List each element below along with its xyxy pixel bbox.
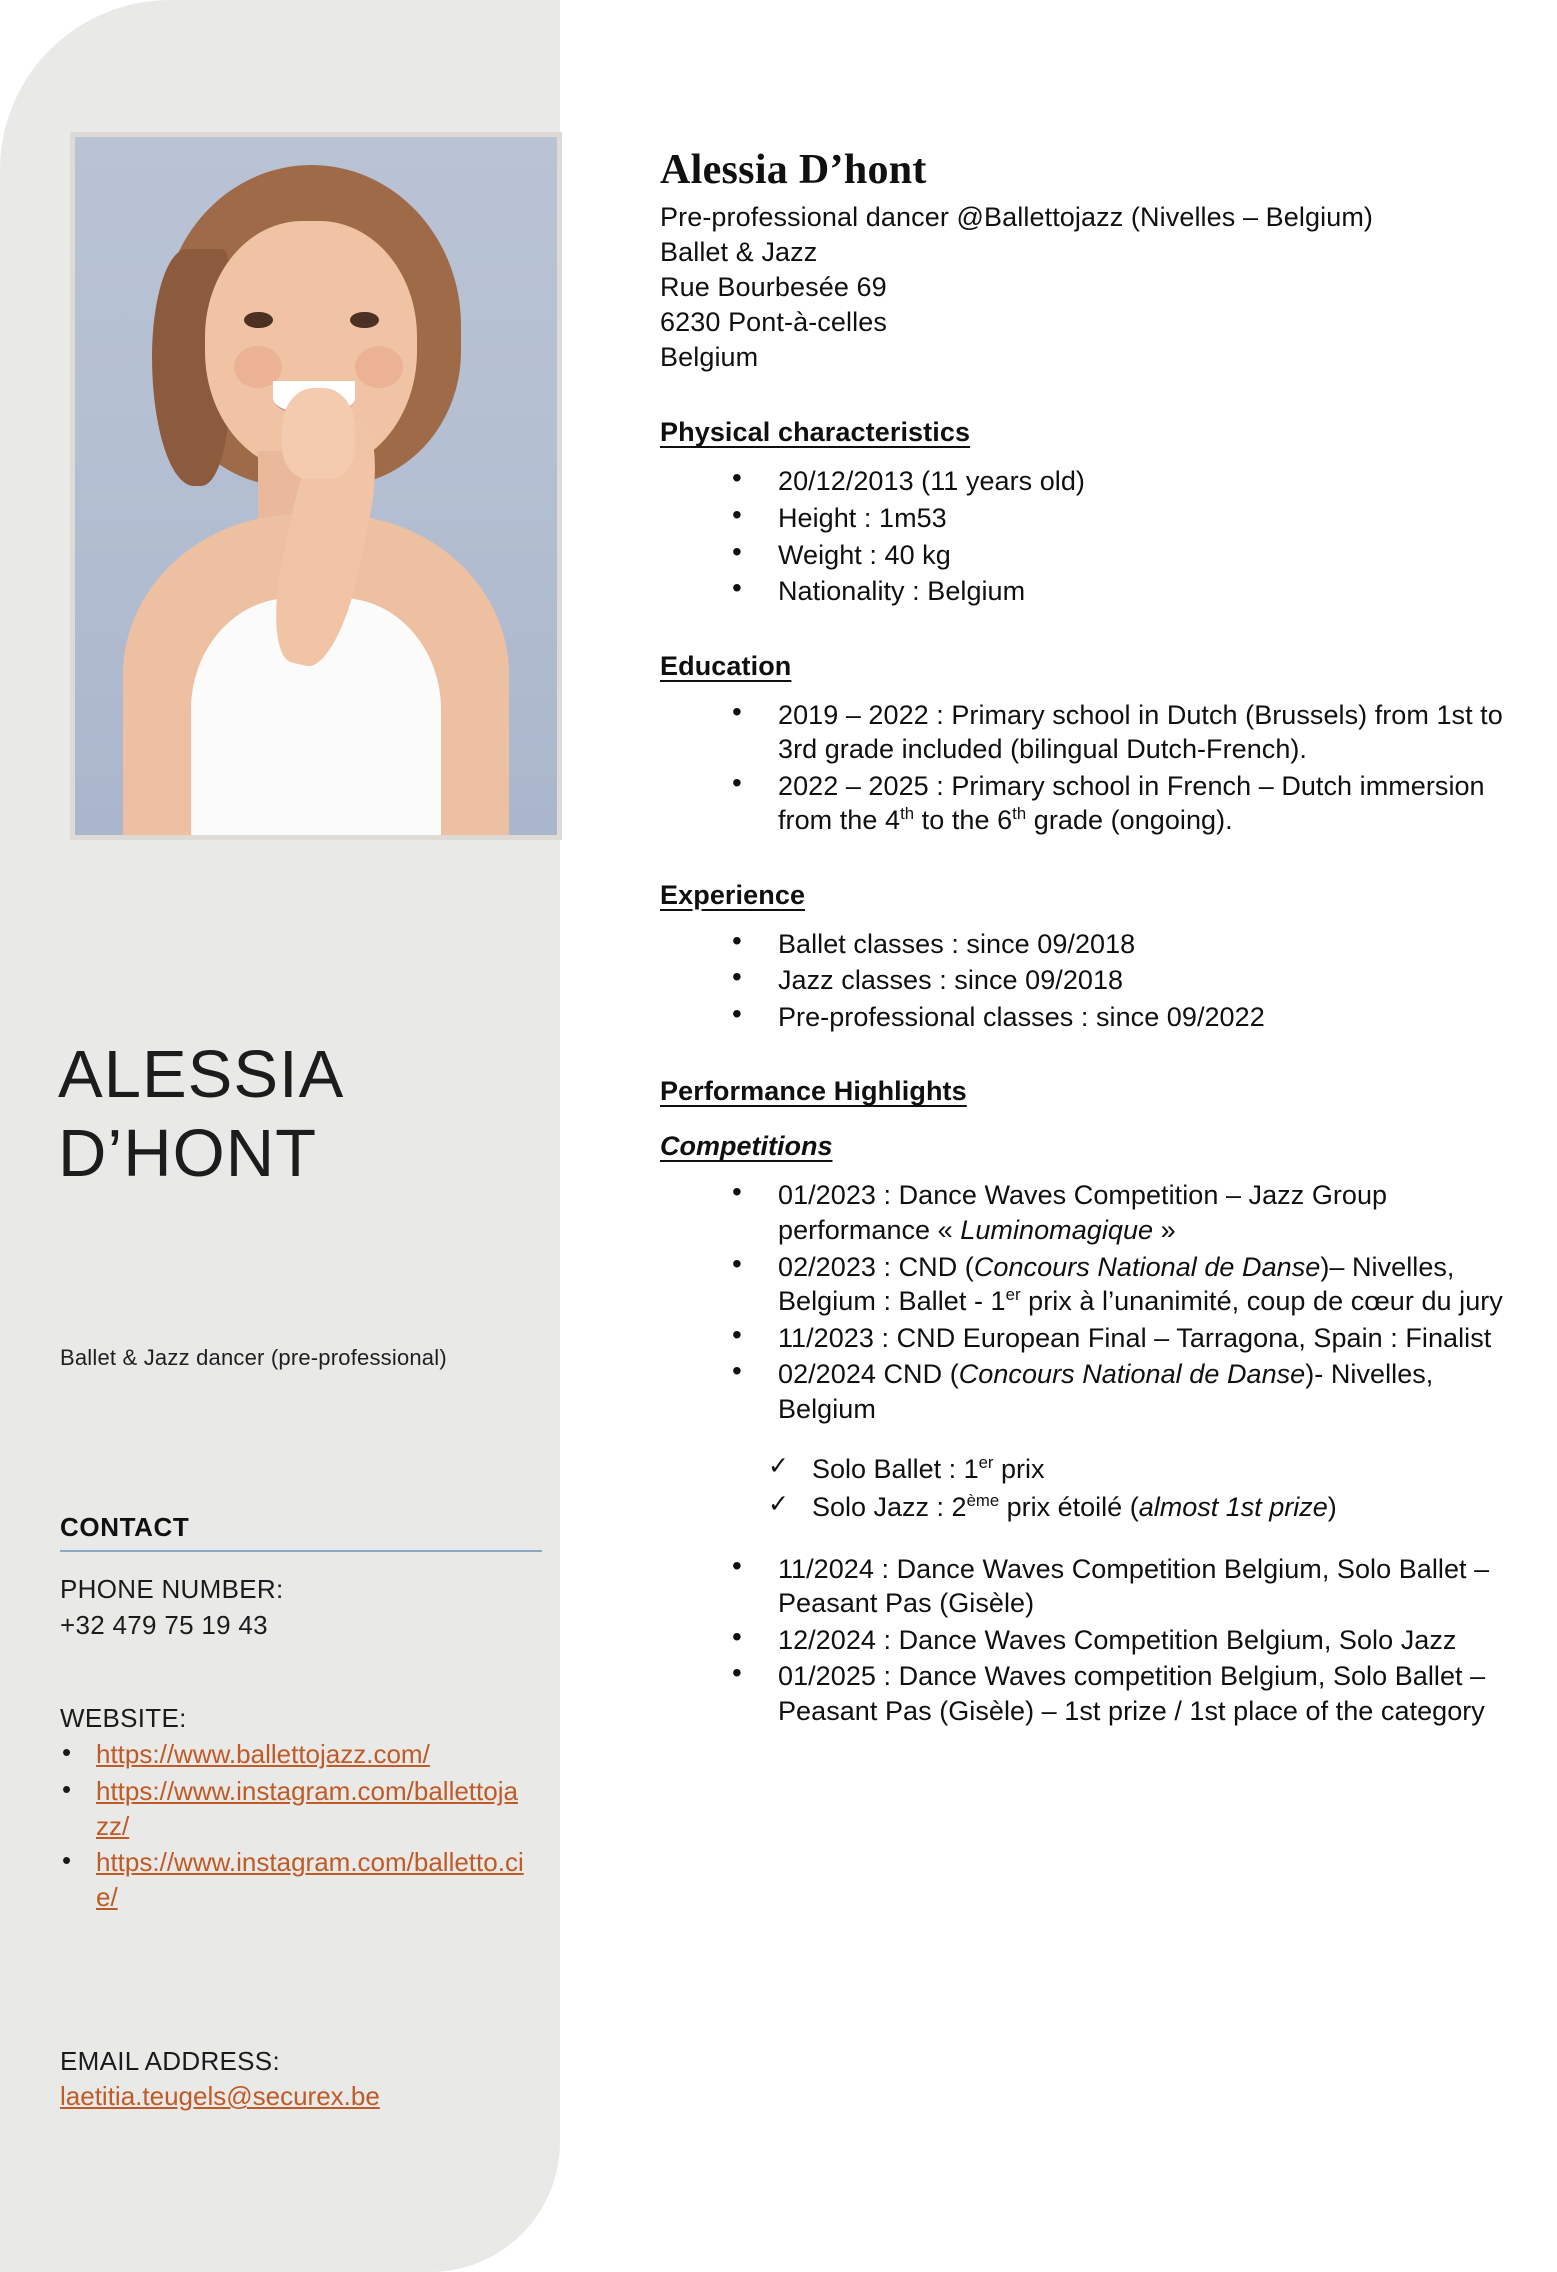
experience-list — [732, 927, 1530, 1035]
link-ballettojazz-site[interactable]: https://www.ballettojazz.com/ — [96, 1739, 430, 1769]
address-line: Rue Bourbesée 69 — [660, 272, 887, 303]
website-link-list — [56, 1737, 526, 1917]
solo-ballet-pre: Solo Ballet : 1 — [812, 1454, 979, 1485]
subsection-heading-competitions: Competitions — [660, 1131, 833, 1162]
page-title: Alessia D’hont — [660, 147, 927, 193]
address-line: Belgium — [660, 342, 759, 373]
portrait-photo — [75, 137, 557, 835]
list-item: • Pre-professional classes : since 09/2022 — [732, 1000, 1530, 1035]
comp2-tail: prix à l’unanimité, coup de cœur du jury — [1020, 1286, 1503, 1317]
solo-ballet-post: prix — [993, 1454, 1045, 1485]
sidebar-role: Ballet & Jazz dancer (pre-professional) — [60, 1345, 447, 1370]
email-label: EMAIL ADDRESS: — [60, 2046, 280, 2076]
section-heading-education: Education — [660, 650, 792, 681]
education-item2-sup2: th — [1012, 804, 1027, 824]
list-item: • 20/12/2013 (11 years old) — [732, 464, 1530, 499]
solo-jazz-note: almost 1st prize — [1138, 1492, 1328, 1523]
list-item: • Ballet classes : since 09/2018 — [732, 927, 1530, 962]
address-line: 6230 Pont-à-celles — [660, 307, 887, 338]
list-item — [732, 769, 1530, 838]
solo-jazz-pre: Solo Jazz : 2 — [812, 1492, 967, 1523]
website-label: WEBSITE: — [60, 1703, 187, 1733]
list-item: • Weight : 40 kg — [732, 538, 1530, 573]
portrait-hand-icon — [282, 388, 354, 479]
list-item[interactable] — [56, 1774, 526, 1844]
comp2-sup: er — [1005, 1285, 1021, 1305]
list-item: • 12/2024 : Dance Waves Competition Belgium, Solo Jazz — [732, 1623, 1530, 1658]
link-instagram-ballettojazz[interactable]: https://www.instagram.com/ballettojazz/ — [96, 1775, 518, 1841]
solo-jazz-mid: prix étoilé ( — [999, 1492, 1139, 1523]
competitions-list-bottom — [732, 1552, 1530, 1729]
competitions-list-top — [732, 1178, 1530, 1426]
comp4-pre: 02/2024 CND ( — [778, 1359, 959, 1390]
comp1-title: Luminomagique — [960, 1215, 1154, 1246]
sidebar-display-name: ALESSIA D’HONT — [58, 1037, 341, 1192]
section-heading-experience: Experience — [660, 879, 806, 910]
solo-jazz-post: ) — [1327, 1492, 1337, 1523]
portrait-cheek-right-icon — [355, 346, 403, 388]
education-list — [732, 698, 1530, 838]
list-item: • 11/2024 : Dance Waves Competition Belgium, Solo Ballet – Peasant Pas (Gisèle) — [732, 1552, 1530, 1621]
phone-block — [60, 1572, 540, 1644]
education-item2-post: grade (ongoing). — [1026, 805, 1233, 836]
section-heading-highlights: Performance Highlights — [660, 1076, 967, 1107]
portrait-eye-left-icon — [244, 312, 273, 329]
phone-label: PHONE NUMBER: — [60, 1574, 284, 1604]
main-content — [660, 0, 1530, 1730]
list-item — [768, 1452, 1530, 1487]
solo-jazz-sup: ème — [966, 1491, 1000, 1511]
comp2-pre: 02/2023 : CND ( — [778, 1251, 974, 1282]
list-item — [732, 1178, 1530, 1247]
section-heading-physical: Physical characteristics — [660, 417, 971, 448]
comp2-title: Concours National de Danse — [973, 1251, 1321, 1282]
email-link[interactable]: laetitia.teugels@securex.be — [60, 2081, 380, 2111]
list-item — [732, 1357, 1530, 1426]
address-line: Ballet & Jazz — [660, 237, 818, 268]
contact-divider — [60, 1550, 542, 1552]
list-item: • 01/2025 : Dance Waves competition Belgium, Solo Ballet – Peasant Pas (Gisèle) – 1st prize / 1st place of the category — [732, 1659, 1530, 1728]
portrait-eye-right-icon — [350, 312, 379, 329]
sidebar-content — [0, 0, 560, 2272]
list-item[interactable] — [56, 1845, 526, 1915]
contact-heading: CONTACT — [60, 1512, 190, 1542]
photo-frame — [70, 132, 562, 840]
list-item: • Nationality : Belgium — [732, 574, 1530, 609]
education-item2-mid: to the 6 — [914, 805, 1013, 836]
prize-check-list — [768, 1452, 1530, 1525]
education-item2-sup1: th — [900, 804, 915, 824]
address-block — [660, 200, 1530, 375]
comp4-title: Concours National de Danse — [958, 1359, 1306, 1390]
list-item: • 11/2023 : CND European Final – Tarragona, Spain : Finalist — [732, 1321, 1530, 1356]
solo-ballet-sup: er — [978, 1453, 994, 1473]
list-item: • Height : 1m53 — [732, 501, 1530, 536]
list-item: • Jazz classes : since 09/2018 — [732, 963, 1530, 998]
comp1-post: » — [1153, 1215, 1176, 1246]
list-item — [768, 1490, 1530, 1525]
sidebar — [0, 0, 560, 2272]
education-item2-pre: 2022 – 2025 : Primary school in French – Dutch immersion from the 4 — [778, 770, 1485, 836]
phone-value: +32 479 75 19 43 — [60, 1609, 268, 1640]
comp4-post: )- Nivelles, Belgium — [778, 1359, 1434, 1424]
list-item — [732, 1250, 1530, 1319]
comp2-post: )– Nivelles, Belgium : Ballet - 1 — [778, 1251, 1455, 1317]
physical-list — [732, 464, 1530, 608]
link-instagram-balletto-cie[interactable]: https://www.instagram.com/balletto.cie/ — [96, 1847, 524, 1913]
comp1-pre: 01/2023 : Dance Waves Competition – Jazz Group performance « — [778, 1180, 1388, 1246]
address-line: Pre-professional dancer @Ballettojazz (Nivelles – Belgium) — [660, 202, 1374, 232]
list-item[interactable] — [56, 1737, 526, 1772]
list-item: • 2019 – 2022 : Primary school in Dutch (Brussels) from 1st to 3rd grade included (bilingual Dutch-French). — [732, 698, 1530, 767]
